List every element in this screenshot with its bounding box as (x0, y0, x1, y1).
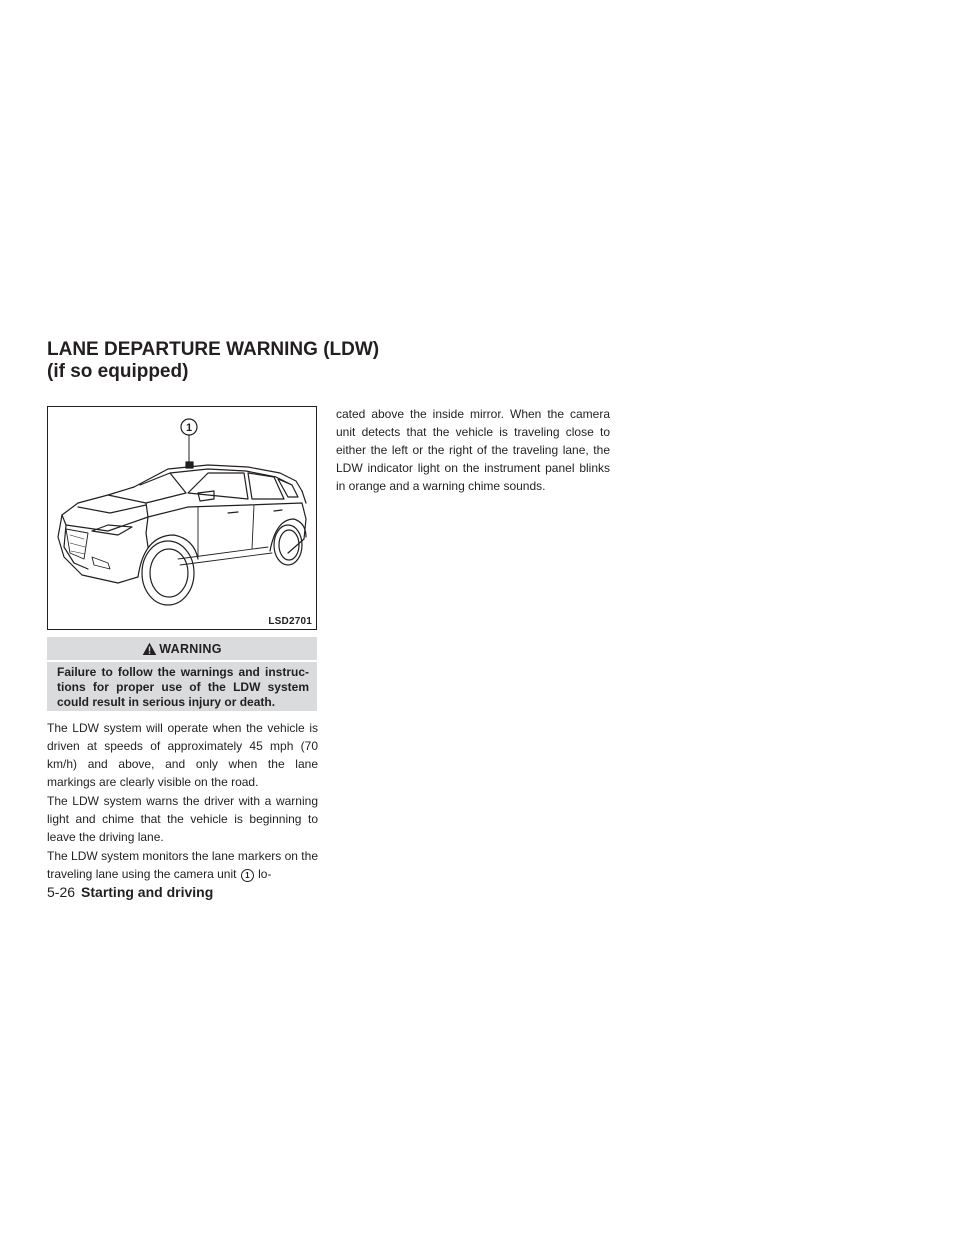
body-paragraph-1: The LDW system will operate when the vehicle is driven at speeds of approximately 45 mph (70 km/h) and above, and only when the lane markings are clearly visible on the road. (47, 721, 318, 789)
section-title (47, 339, 467, 383)
section-title-line2: (if so equipped) (47, 361, 189, 382)
warning-header-label: WARNING (159, 642, 222, 656)
page-footer (47, 883, 213, 901)
figure-code: LSD2701 (268, 616, 312, 627)
body-paragraph-2: The LDW system warns the driver with a warning light and chime that the vehicle is beginning to leave the driving lane. (47, 794, 318, 844)
vehicle-illustration (48, 407, 316, 629)
body-paragraph-3-hyphen: lo- (258, 867, 272, 881)
warning-divider (47, 660, 317, 662)
body-paragraph-3 (47, 847, 318, 883)
warning-box (47, 637, 317, 711)
body-paragraph-4: cated above the inside mirror. When the camera unit detects that the vehicle is traveling close to either the left or the right of the traveling lane, the LDW indicator light on the instrument panel blinks in orange and a warning chime sounds. (336, 407, 610, 493)
body-paragraph-3-text: The LDW system monitors the lane markers on the traveling lane using the camera unit (47, 849, 318, 881)
vehicle-camera-figure (47, 406, 317, 630)
section-title-line1: LANE DEPARTURE WARNING (LDW) (47, 339, 380, 360)
figure-callout-number: 1 (185, 422, 193, 434)
warning-header (47, 637, 317, 659)
inline-callout-1: 1 (241, 869, 254, 882)
chapter-title: Starting and driving (81, 884, 214, 900)
warning-text: Failure to follow the warnings and instructions for proper use of the LDW system could result in serious injury or death. (57, 665, 309, 709)
page-number: 5-26 (47, 884, 76, 900)
